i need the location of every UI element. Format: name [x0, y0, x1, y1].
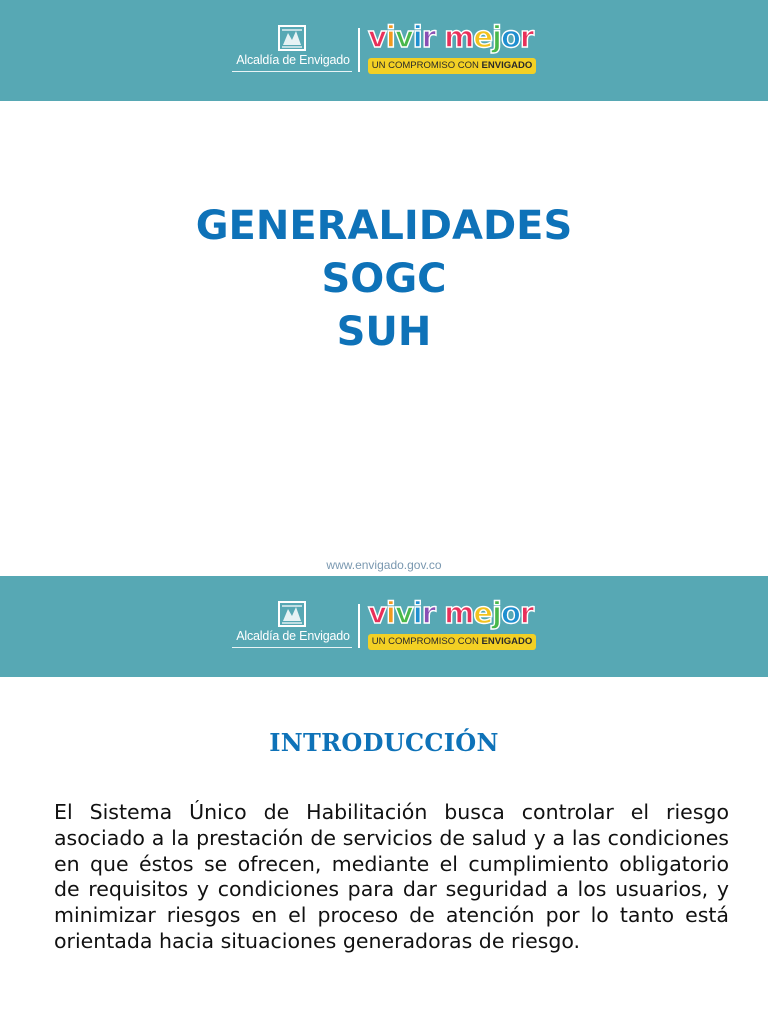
- brand-letter: r: [519, 20, 534, 54]
- brand-letter: m: [444, 596, 474, 630]
- organization-name: Alcaldía de Envigado: [236, 53, 350, 67]
- brand-letter: v: [368, 596, 386, 630]
- brand-letter: m: [444, 20, 474, 54]
- brand-letter: v: [394, 20, 413, 54]
- brand-tagline: [368, 58, 536, 74]
- brand-letter: [435, 18, 444, 56]
- organization-underline: [232, 71, 352, 72]
- crest-icon: [278, 601, 306, 627]
- title-line-2: SOGC: [321, 256, 447, 302]
- brand-letter: e: [473, 20, 493, 54]
- brand-letter: j: [492, 596, 501, 630]
- logo-divider: [358, 604, 360, 648]
- header-logo: [230, 22, 540, 78]
- tagline-bold: ENVIGADO: [481, 60, 533, 71]
- brand-letter: r: [421, 596, 436, 630]
- brand-wordmark: [368, 18, 533, 56]
- tagline-prefix: UN COMPROMISO CON: [371, 636, 482, 647]
- tagline-bold: ENVIGADO: [481, 636, 533, 647]
- brand-letter: v: [368, 20, 386, 54]
- title-line-3: SUH: [336, 309, 432, 355]
- organization-name: Alcaldía de Envigado: [236, 629, 350, 643]
- slide-title: [0, 200, 768, 359]
- brand-letter: v: [394, 596, 413, 630]
- intro-paragraph: El Sistema Único de Habilitación busca controlar el riesgo asociado a la prestación de servicios de salud y a las condiciones en que éstos se ofrecen, mediante el cumplimiento obligatorio de requisitos y condiciones para dar seguridad a los usuarios, y minimizar riesgos en el proceso de atención por lo tanto está orientada hacia situaciones generadoras de riesgo.: [54, 800, 729, 953]
- brand-letter: i: [385, 20, 395, 54]
- brand-letter: r: [421, 20, 436, 54]
- brand-letter: i: [385, 596, 395, 630]
- brand-letter: r: [519, 596, 534, 630]
- brand-letter: o: [500, 596, 520, 630]
- title-line-1: GENERALIDADES: [195, 203, 573, 249]
- brand-letter: j: [492, 20, 501, 54]
- brand-letter: i: [412, 20, 422, 54]
- section-title: INTRODUCCIÓN: [269, 728, 499, 757]
- tagline-prefix: UN COMPROMISO CON: [371, 60, 482, 71]
- brand-letter: [435, 594, 444, 632]
- brand-letter: o: [500, 20, 520, 54]
- website-url: www.envigado.gov.co: [326, 558, 442, 572]
- crest-icon: [278, 25, 306, 51]
- logo-divider: [358, 28, 360, 72]
- brand-wordmark: [368, 594, 533, 632]
- brand-letter: e: [473, 596, 493, 630]
- header-band: [0, 0, 768, 101]
- brand-tagline: [368, 634, 536, 650]
- brand-letter: i: [412, 596, 422, 630]
- organization-underline: [232, 647, 352, 648]
- header-logo-2: [230, 598, 540, 654]
- header-band-2: [0, 576, 768, 677]
